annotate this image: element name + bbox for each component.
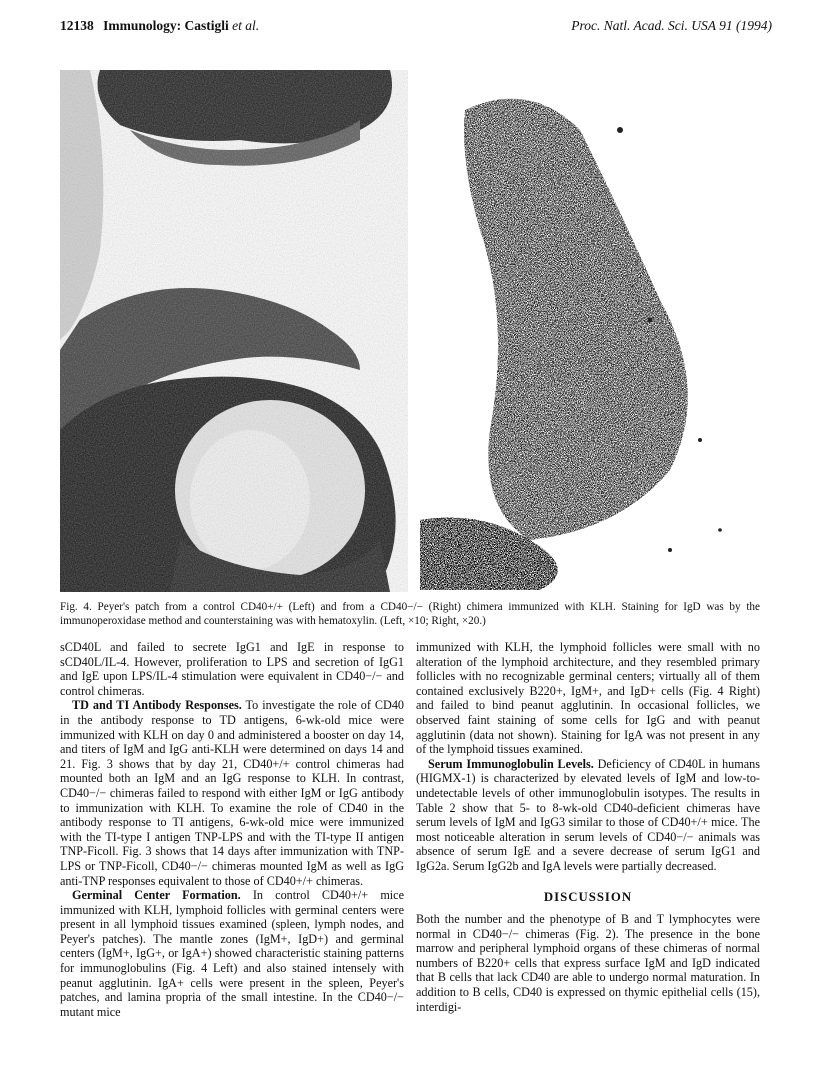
left-micrograph	[60, 70, 408, 592]
journal-section: Immunology: Castigli	[103, 18, 229, 33]
page-number: 12138	[60, 18, 94, 33]
author-suffix: et al.	[232, 18, 260, 33]
paragraph-td-ti	[60, 698, 404, 888]
running-header-left	[60, 18, 259, 34]
paragraph: Both the number and the phenotype of B and T lymphocytes were normal in CD40−/− chimeras (Fig. 2). The presence in the bone marrow and peripheral lymphoid organs of these chimeras of normal numbers of B220+ cells that express surface IgM and IgD indicated that B cells that lack CD40 are able to undergo normal maturation. In addition to B cells, CD40 is expressed on thymic epithelial cells (15), interdigi-	[416, 912, 760, 1014]
left-column	[60, 640, 404, 1019]
paragraph-body: To investigate the role of CD40 in the antibody response to TD antigens, 6-wk-old mice were immunized with KLH on day 0 and administered a booster on day 14, and titers of IgM and IgG anti-KLH were determined on days 14 and 21. Fig. 3 shows that by day 21, CD40+/+ control chimeras had mounted both an IgM and an IgG response to KLH. In contrast, CD40−/− chimeras failed to respond with either IgM or IgG antibody to immunization with KLH. To examine the role of CD40 in the antibody response to TI antigens, 6-wk-old mice were immunized with the TI-type I antigen TNP-LPS and with the TI-type II antigen TNP-Ficoll. Fig. 3 shows that 14 days after immunization with TNP-LPS or TNP-Ficoll, CD40−/− chimeras mounted IgM as well as IgG anti-TNP responses equivalent to those of CD40+/+ chimeras.	[60, 698, 405, 888]
figure-caption: Fig. 4. Peyer's patch from a control CD40+/+ (Left) and from a CD40−/− (Right) chimera immunized with KLH. Staining for IgD was by the immunoperoxidase method and counterstaining was with hematoxylin. (Left, ×10; Right, ×20.)	[60, 601, 760, 627]
right-column	[416, 640, 760, 1014]
section-heading-discussion: DISCUSSION	[543, 889, 633, 904]
right-micrograph	[412, 70, 760, 592]
paragraph: immunized with KLH, the lymphoid follicles were small with no alteration of the lymphoid architecture, and they resembled primary follicles with no recognizable germinal centers; virtually all of them contained exclusively B220+, IgM+, and IgD+ cells (Fig. 4 Right) and failed to bind peanut agglutinin. In occasional follicles, we observed faint staining of some cells for IgG and with peanut agglutinin (data not shown). Staining for IgA was not present in any of the lymphoid tissues examined.	[416, 640, 760, 757]
run-in-heading: TD and TI Antibody Responses.	[72, 698, 242, 713]
run-in-heading: Germinal Center Formation.	[72, 888, 241, 903]
paragraph-serum-ig	[416, 757, 760, 874]
journal-citation: Proc. Natl. Acad. Sci. USA 91 (1994)	[571, 18, 772, 33]
paragraph-body: In control CD40+/+ mice immunized with KLH, lymphoid follicles with germinal centers were present in all lymphoid tissues examined (spleen, lymph nodes, and Peyer's patches). The mantle zones (IgM+, IgD+) and germinal centers (IgM+, IgG+, or IgA+) showed characteristic staining patterns for immunoglobulins (Fig. 4 Left) and also stained intensely with peanut agglutinin. IgA+ cells were present in the spleen, Peyer's patches, and lamina propria of the small intestine. In the CD40−/− mutant mice	[60, 888, 404, 1019]
paragraph-germinal-center	[60, 888, 404, 1019]
run-in-heading: Serum Immunoglobulin Levels.	[428, 756, 594, 771]
paragraph-body: Deficiency of CD40L in humans (HIGMX-1) is characterized by elevated levels of IgM and low-to-undetectable levels of other immunoglobulin isotypes. The results in Table 2 show that 5- to 8-wk-old CD40-deficient chimeras have serum levels of IgM and IgG3 similar to those of CD40+/+ mice. The most noticeable alteration in serum levels of CD40−/− animals was absence of serum IgE and a severe decrease of serum IgG1 and IgG2a. Serum IgG2b and IgA levels were partially decreased.	[416, 756, 760, 873]
figure-micrographs	[60, 70, 760, 592]
paragraph: sCD40L and failed to secrete IgG1 and IgE in response to sCD40L/IL-4. However, proliferation to LPS and secretion of IgG1 and IgE upon LPS/IL-4 stimulation were equivalent in CD40−/− and control chimeras.	[60, 640, 404, 698]
